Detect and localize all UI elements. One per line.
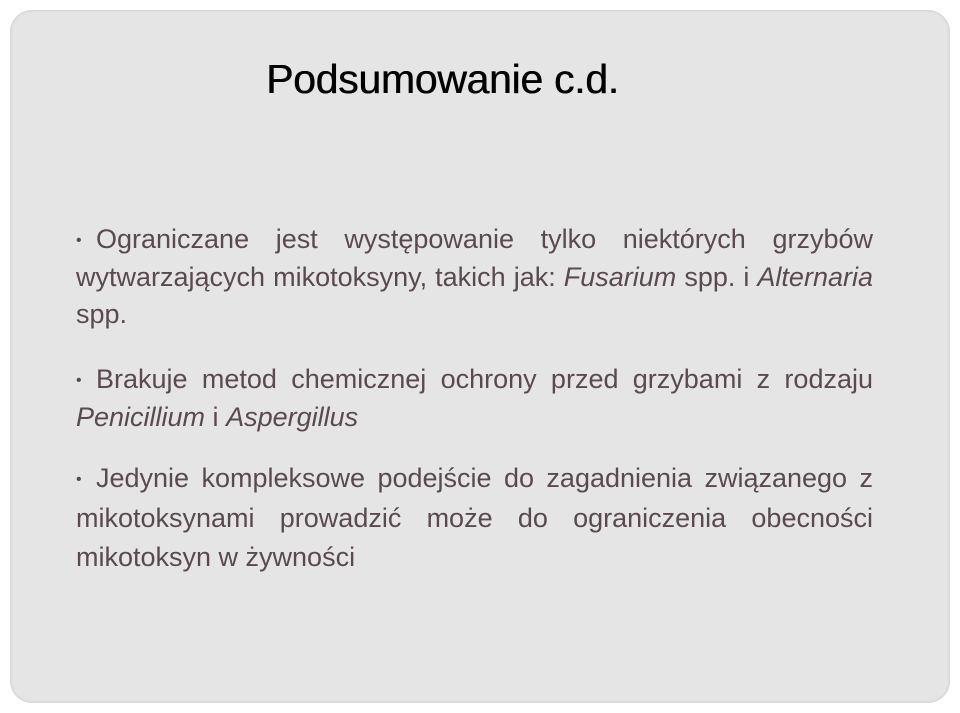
bullet-point-2 — [76, 361, 873, 436]
bullet-1-text-end: spp. — [76, 299, 128, 329]
bullet-2-italic-aspergillus: Aspergillus — [226, 402, 359, 432]
bullet-2-text-middle: i — [205, 402, 227, 432]
bullet-icon: • — [76, 232, 82, 249]
bullet-point-1 — [76, 221, 873, 333]
bullet-2-italic-penicillium: Penicillium — [76, 402, 206, 432]
bullet-icon: • — [76, 471, 82, 488]
bullet-icon: • — [76, 372, 82, 389]
slide-content-area — [10, 10, 950, 703]
bullet-2-text: Brakuje metod chemicznej ochrony przed grzybami z rodzaju — [96, 364, 873, 394]
bullet-1-text: Ograniczane jest występowanie tylko niektórych grzybów wytwarzających mikotoksyny, takich jak: — [76, 224, 873, 292]
bullet-3-text: Jedynie kompleksowe podejście do zagadnienia związanego z mikotoksynami prowadzić może do ograniczenia obecności mikotoksyn w żywności — [76, 463, 873, 572]
bullet-1-italic-alternaria: Alternaria — [757, 262, 873, 292]
bullet-1-text-middle: spp. i — [676, 262, 758, 292]
slide-title: Podsumowanie c.d. — [266, 56, 619, 102]
bullet-1-italic-fusarium: Fusarium — [563, 262, 677, 292]
bullet-point-3 — [76, 459, 873, 577]
